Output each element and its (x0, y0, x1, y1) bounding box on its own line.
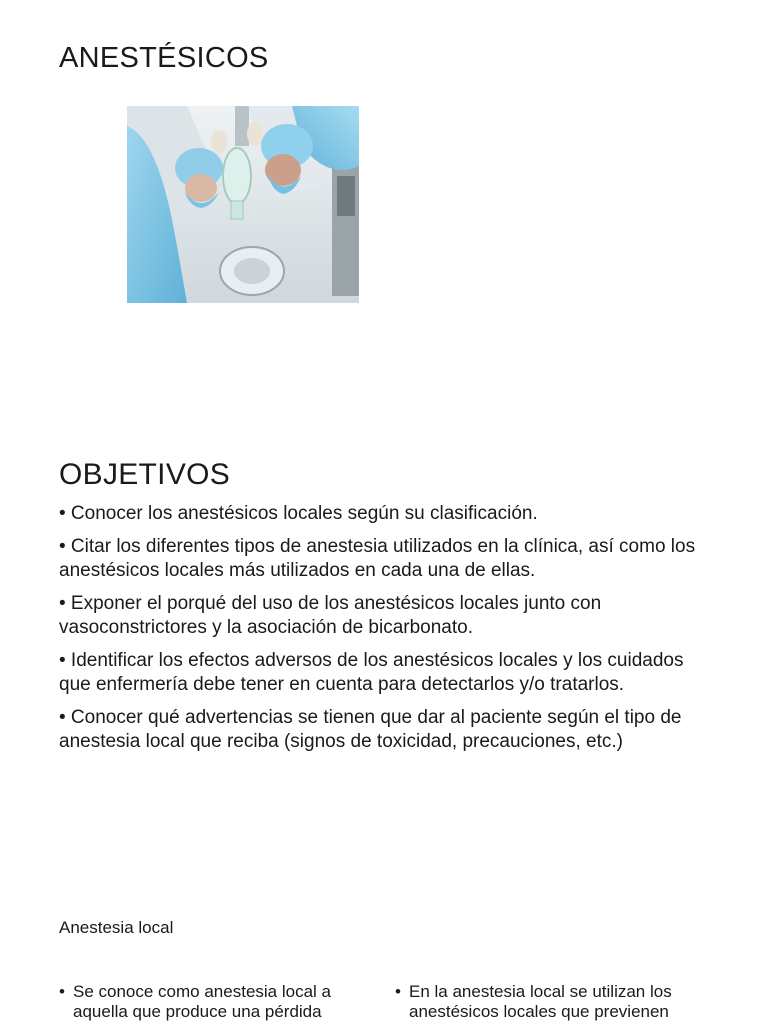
left-column-text: Se conoce como anestesia local a aquella que produce una pérdida (73, 982, 331, 1021)
left-column (59, 982, 359, 1022)
objectives-list (59, 502, 719, 763)
objective-item: • Citar los diferentes tipos de anestesia utilizados en la clínica, así como los anestésicos locales más utilizados en cada una de ellas. (59, 535, 696, 581)
slide-objetivos (0, 420, 768, 890)
objective-item: • Identificar los efectos adversos de los anestésicos locales y los cuidados que enfermería debe tener en cuenta para detectarlos y/o tratarlos. (59, 649, 684, 695)
right-column (395, 982, 695, 1022)
slide-title: Anestesia local (59, 918, 174, 937)
surgery-photo (127, 106, 359, 303)
bullet-marker: • (59, 982, 65, 1001)
slide-title: ANESTÉSICOS (59, 42, 269, 74)
right-column-text: En la anestesia local se utilizan los anestésicos locales que previenen (409, 982, 672, 1021)
objective-item: • Conocer los anestésicos locales según su clasificación. (59, 503, 538, 524)
slide-title: OBJETIVOS (59, 458, 231, 491)
objective-item: • Exponer el porqué del uso de los anestésicos locales junto con vasoconstrictores y la asociación de bicarbonato. (59, 592, 602, 638)
slide-anestesia-local (0, 890, 768, 1024)
slide-anestesicos (0, 0, 768, 420)
objective-item: • Conocer qué advertencias se tienen que dar al paciente según el tipo de anestesia local que reciba (signos de toxicidad, precauciones, etc.) (59, 706, 682, 752)
bullet-marker: • (395, 982, 401, 1001)
